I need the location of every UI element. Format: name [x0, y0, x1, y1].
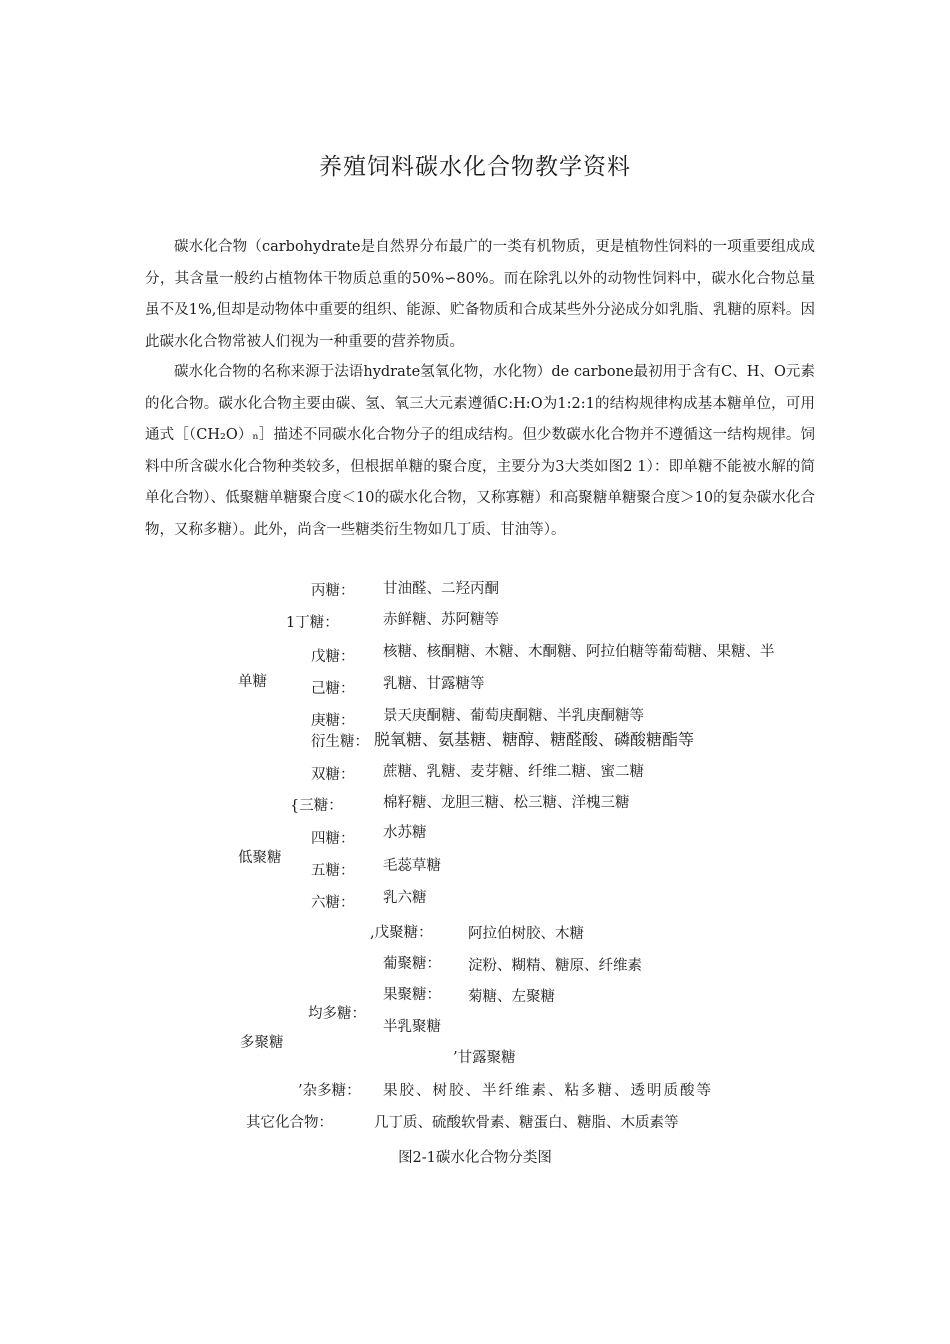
document-title: 养殖饲料碳水化合物教学资料 [319, 154, 631, 180]
homo-name: ’甘露聚糖 [453, 1050, 516, 1066]
group-label-oligosaccharide: 低聚糖 [238, 850, 282, 866]
oligo-name: 五糖： [311, 863, 355, 879]
mono-desc: 甘油醛、二羟丙酮 [383, 581, 499, 597]
mono-name: 庚糖： [311, 713, 355, 729]
mono-desc: 核糖、核酮糖、木糖、木酮糖、阿拉伯糖等葡萄糖、果糖、半 [383, 644, 775, 660]
mono-name: 丙糖： [311, 583, 355, 599]
mono-name: 衍生糖： [311, 734, 369, 750]
homo-name: ,戊聚糖： [370, 925, 433, 941]
figure-caption: 图2-1碳水化合物分类图 [398, 1150, 552, 1166]
mono-desc: 脱氧糖、氨基糖、糖醇、糖醛酸、磷酸糖酯等 [374, 730, 695, 749]
homo-desc: 菊糖、左聚糖 [468, 989, 555, 1005]
oligo-desc: 毛蕊草糖 [383, 858, 441, 874]
paragraph-2: 碳水化合物的名称来源于法语hydrate氢氧化物，水化物）de carbone最初用于含有C、H、O元素的化合物。碳水化合物主要由碳、氢、氧三大元素遵循C:H:O为1:2:1的结构规律构成基本糖单位，可用通式［（CH₂O）ₙ］描述不同碳水化合物分子的组成结构。但少数碳水化合物并不遵循这一结构规律。饲料中所含碳水化合物种类较多，但根据单糖的聚合度，主要分为3大类如图2 1）：即单糖不能被水解的简单化合物）、低聚糖单糖聚合度＜10的碳水化合物，又称寡糖）和高聚糖单糖聚合度＞10的复杂碳水化合物，又称多糖）。此外，尚含一些糖类衍生物如几丁质、甘油等）。 [145, 364, 815, 538]
oligo-name: 双糖： [311, 767, 355, 783]
oligo-name: {三糖： [290, 798, 343, 814]
mono-desc: 乳糖、甘露糖等 [383, 676, 485, 692]
hetero-polysaccharide-label: ’杂多糖： [298, 1083, 361, 1099]
other-compounds-desc: 几丁质、硫酸软骨素、糖蛋白、糖脂、木质素等 [374, 1115, 679, 1131]
hetero-desc: 果胶、树胶、半纤维素、粘多糖、透明质酸等 [383, 1083, 713, 1099]
homo-desc: 阿拉伯树胶、木糖 [468, 926, 584, 942]
homo-name: 半乳聚糖 [383, 1019, 441, 1035]
group-label-monosaccharide: 单糖 [238, 674, 267, 690]
mono-name: 1丁糖： [286, 615, 339, 631]
mono-desc: 赤鲜糖、苏阿糖等 [383, 612, 499, 628]
homo-polysaccharide-label: 均多糖： [308, 1006, 366, 1022]
homo-name: 葡聚糖： [383, 956, 441, 972]
oligo-name: 四糖： [311, 831, 355, 847]
mono-name: 己糖： [311, 681, 355, 697]
oligo-name: 六糖： [311, 895, 355, 911]
oligo-desc: 乳六糖 [383, 890, 427, 906]
oligo-desc: 蔗糖、乳糖、麦芽糖、纤维二糖、蜜二糖 [383, 764, 644, 780]
oligo-desc: 棉籽糖、龙胆三糖、松三糖、洋槐三糖 [383, 795, 630, 811]
oligo-desc: 水苏糖 [383, 825, 427, 841]
mono-desc: 景天庚酮糖、葡萄庚酮糖、半乳庚酮糖等 [383, 708, 644, 724]
group-label-polysaccharide: 多聚糖 [240, 1035, 284, 1051]
paragraph-1: 碳水化合物（carbohydrate是自然界分布最广的一类有机物质，更是植物性饲料的一项重要组成成分，其含量一般约占植物体干物质总重的50%∽80%。而在除乳以外的动物性饲料中，碳水化合物总量虽不及1%,但却是动物体中重要的组织、能源、贮备物质和合成某些外分泌成分如乳脂、乳糖的原料。因此碳水化合物常被人们视为一种重要的营养物质。 [145, 239, 815, 350]
other-compounds-label: 其它化合物： [246, 1115, 333, 1131]
homo-name: 果聚糖： [383, 987, 441, 1003]
mono-name: 戊糖： [311, 649, 355, 665]
homo-desc: 淀粉、糊精、糖原、纤维素 [468, 958, 642, 974]
